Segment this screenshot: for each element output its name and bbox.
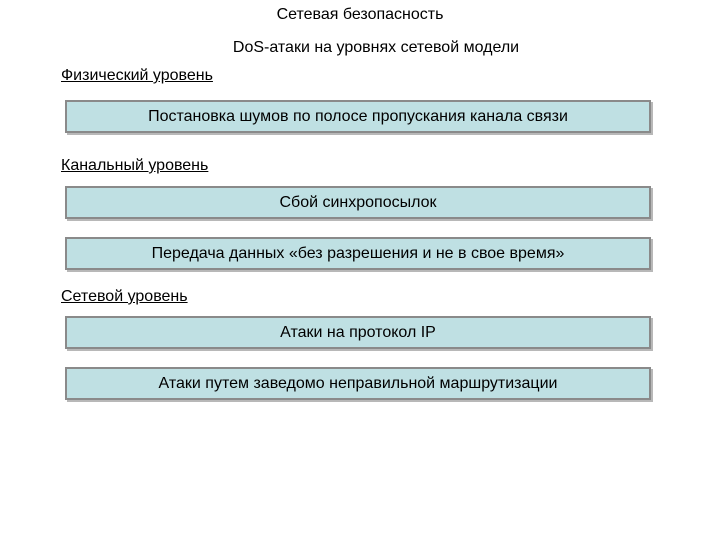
diagram-box-physical-noise: Постановка шумов по полосе пропускания канала связи	[65, 100, 651, 133]
section-label-data-link: Канальный уровень	[61, 157, 209, 174]
section-label-physical: Физический уровень	[61, 67, 213, 84]
page-title: Сетевая безопасность	[276, 6, 444, 23]
diagram-box-sync-failure: Сбой синхропосылок	[65, 186, 651, 219]
section-label-network: Сетевой уровень	[61, 288, 188, 305]
diagram-box-unauthorized-transmission: Передача данных «без разрешения и не в свое время»	[65, 237, 651, 270]
diagram-box-routing-attacks: Атаки путем заведомо неправильной маршрутизации	[65, 367, 651, 400]
page-subtitle: DoS-атаки на уровнях сетевой модели	[232, 39, 520, 56]
diagram-box-ip-attacks: Атаки на протокол IP	[65, 316, 651, 349]
